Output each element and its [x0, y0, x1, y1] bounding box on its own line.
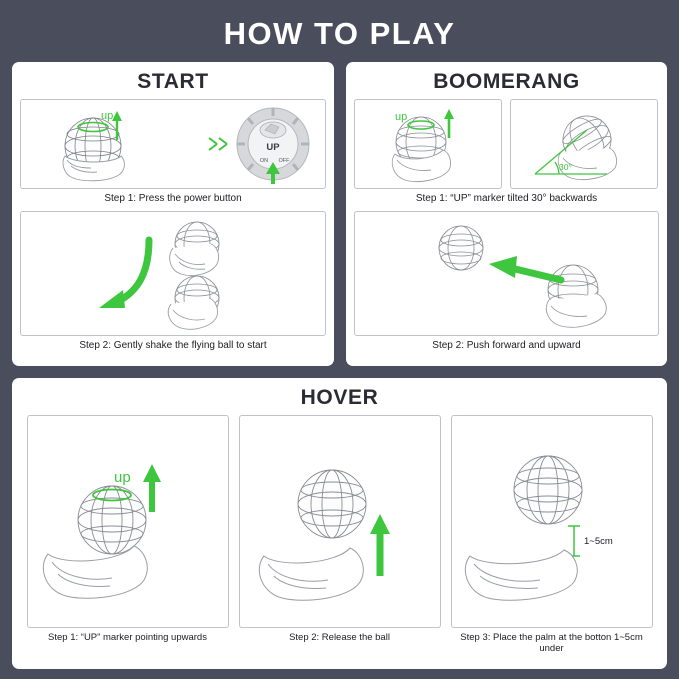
section-start	[12, 62, 334, 366]
hover-step3	[451, 415, 653, 661]
hover-step1-illustration	[27, 415, 229, 628]
section-boomerang	[346, 62, 667, 366]
boomerang-up-marker-label: up	[395, 111, 408, 123]
section-hover-title: HOVER	[300, 386, 379, 409]
start-step2-illustration	[20, 211, 326, 336]
hover-step2-illustration	[239, 415, 441, 628]
hover-step3-illustration	[451, 415, 653, 628]
hover-distance-label: 1~5cm	[583, 536, 613, 547]
boomerang-step1-left-svg	[355, 100, 501, 188]
hover-step3-svg	[452, 416, 652, 627]
section-hover	[12, 378, 667, 669]
boomerang-step1-right-svg	[511, 100, 657, 188]
boomerang-step2-svg	[355, 212, 658, 335]
switch-on-label: ON	[259, 158, 269, 164]
boomerang-step1-caption: Step 1: “UP” marker tilted 30° backwards	[415, 193, 598, 204]
hover-step2	[239, 415, 441, 661]
switch-off-label: OFF	[278, 158, 290, 164]
section-boomerang-title: BOOMERANG	[433, 70, 580, 93]
top-row	[0, 62, 679, 366]
hover-up-marker-label: up	[113, 469, 131, 486]
boomerang-step1-left-illustration	[354, 99, 502, 189]
boomerang-step2-caption: Step 2: Push forward and upward	[432, 340, 581, 351]
section-start-title: START	[137, 70, 209, 93]
hover-step1-svg	[28, 416, 228, 627]
start-step2-svg	[21, 212, 325, 335]
switch-up-label: UP	[266, 142, 280, 153]
hover-step3-caption: Step 3: Place the palm at the botton 1~5cm under	[460, 632, 643, 655]
start-step1-illustration	[20, 99, 326, 189]
start-step1-caption: Step 1: Press the power button	[104, 193, 242, 204]
boomerang-step1-right-illustration	[510, 99, 658, 189]
hover-steps-row	[20, 415, 659, 661]
hover-step1	[27, 415, 229, 661]
boomerang-angle-label: 30°	[559, 162, 572, 172]
hover-step2-svg	[240, 416, 440, 627]
page-title: HOW TO PLAY	[223, 16, 456, 51]
start-step2-caption: Step 2: Gently shake the flying ball to start	[79, 340, 267, 351]
hover-step1-caption: Step 1: “UP” marker pointing upwards	[48, 632, 207, 643]
start-up-marker-label: up	[101, 110, 114, 122]
start-step1-svg	[21, 100, 325, 188]
hover-step2-caption: Step 2: Release the ball	[289, 632, 390, 643]
boomerang-step2-illustration	[354, 211, 659, 336]
